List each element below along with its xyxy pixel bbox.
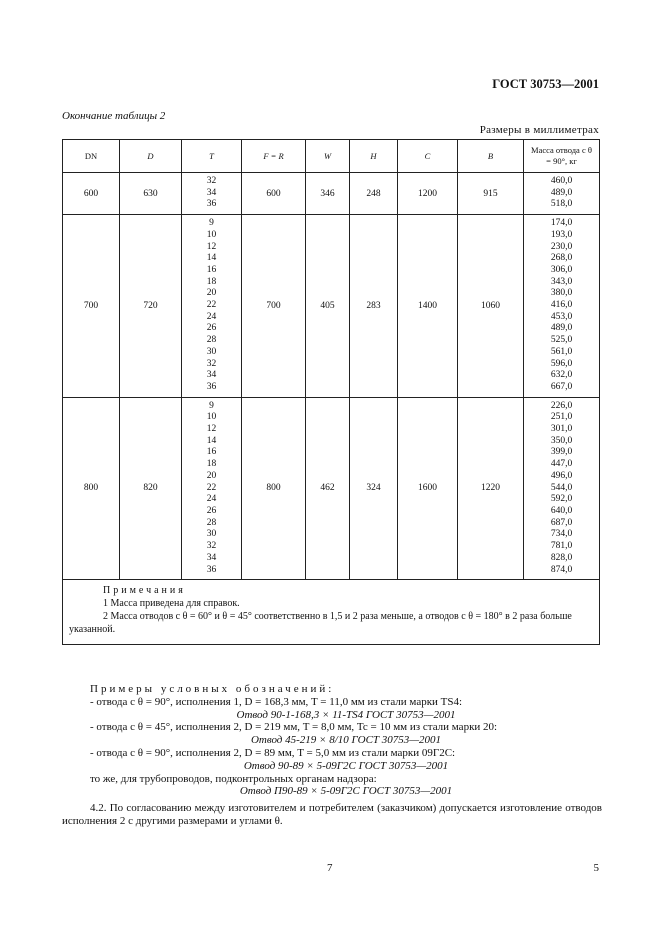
cell-t	[182, 215, 242, 398]
cell-c: 1200	[398, 173, 458, 215]
cell-t-value: 34	[206, 370, 217, 381]
cell-t-value: 12	[206, 241, 217, 252]
cell-mass-value: 489,0	[550, 187, 573, 198]
cell-mass-value: 496,0	[550, 470, 573, 481]
cell-h: 248	[350, 173, 398, 215]
cell-t-value: 36	[206, 199, 217, 210]
cell-t-value: 28	[206, 517, 217, 528]
example-2-code: Отвод 45-219 × 8/10 ГОСТ 30753—2001	[250, 734, 442, 747]
notes-row	[63, 580, 600, 645]
page-number-left: 7	[327, 862, 333, 874]
cell-dn: 800	[63, 397, 120, 580]
cell-mass-value: 230,0	[550, 241, 573, 252]
cell-mass	[524, 397, 600, 580]
cell-t-value: 14	[206, 435, 217, 446]
cell-h: 324	[350, 397, 398, 580]
table-header-row	[63, 140, 600, 173]
cell-t-value: 10	[206, 412, 217, 423]
cell-mass-value: 193,0	[550, 229, 573, 240]
col-h: H	[350, 140, 398, 173]
cell-c: 1600	[398, 397, 458, 580]
col-fr: F = R	[242, 140, 306, 173]
page-number-right: 5	[593, 862, 599, 874]
cell-mass-value: 350,0	[550, 435, 573, 446]
cell-t-value: 10	[206, 229, 217, 240]
cell-t-value: 16	[206, 264, 217, 275]
cell-mass-value: 268,0	[550, 253, 573, 264]
cell-mass-value: 453,0	[550, 311, 573, 322]
cell-mass-value: 416,0	[550, 300, 573, 311]
cell-t	[182, 173, 242, 215]
cell-t-value: 16	[206, 447, 217, 458]
cell-mass-value: 596,0	[550, 358, 573, 369]
cell-mass-value: 301,0	[550, 424, 573, 435]
cell-dn: 700	[63, 215, 120, 398]
cell-fr: 700	[242, 215, 306, 398]
cell-t-value: 24	[206, 311, 217, 322]
examples-block	[90, 683, 602, 798]
cell-mass	[524, 173, 600, 215]
cell-mass-value: 544,0	[550, 482, 573, 493]
examples-title: Примеры условных обозначений:	[90, 683, 335, 695]
cell-t-value: 24	[206, 494, 217, 505]
cell-t	[182, 397, 242, 580]
cell-t-value: 30	[206, 346, 217, 357]
cell-mass-value: 828,0	[550, 552, 573, 563]
cell-mass-value: 399,0	[550, 447, 573, 458]
cell-b: 1060	[458, 215, 524, 398]
cell-mass-value: 306,0	[550, 264, 573, 275]
cell-mass-value: 632,0	[550, 370, 573, 381]
cell-t-value: 20	[206, 288, 217, 299]
cell-h: 283	[350, 215, 398, 398]
cell-mass-value: 874,0	[550, 564, 573, 575]
cell-mass-value: 174,0	[550, 218, 573, 229]
table-notes	[63, 580, 600, 645]
col-dn: DN	[63, 140, 120, 173]
note-1: 1 Масса приведена для справок.	[103, 598, 240, 610]
cell-mass-value: 251,0	[550, 412, 573, 423]
cell-b: 1220	[458, 397, 524, 580]
cell-mass-value: 525,0	[550, 335, 573, 346]
cell-mass-value: 447,0	[550, 459, 573, 470]
cell-dn: 600	[63, 173, 120, 215]
table-caption: Окончание таблицы 2	[62, 110, 166, 122]
cell-mass-value: 460,0	[550, 176, 573, 186]
col-w: W	[306, 140, 350, 173]
cell-t-value: 36	[206, 564, 217, 575]
cell-t-value: 18	[206, 459, 217, 470]
paragraph-4-2: 4.2. По согласованию между изготовителем и потребителем (заказчиком) допускается изготовление отводов исполнения 2 с другими размерами и углами θ.	[62, 802, 602, 827]
cell-t-value: 22	[206, 482, 217, 493]
cell-t-value: 18	[206, 276, 217, 287]
cell-mass-value: 518,0	[550, 199, 573, 210]
cell-t-value: 36	[206, 381, 217, 392]
cell-w: 346	[306, 173, 350, 215]
cell-mass-value: 687,0	[550, 517, 573, 528]
cell-t-value: 34	[206, 187, 217, 198]
cell-t-value: 32	[206, 541, 217, 552]
col-d: D	[120, 140, 182, 173]
example-1-code: Отвод 90-1-168,3 × 11-TS4 ГОСТ 30753—2001	[236, 708, 456, 721]
cell-t-value: 12	[206, 424, 217, 435]
cell-t-value: 32	[206, 176, 217, 186]
col-c: C	[398, 140, 458, 173]
cell-t-value: 9	[209, 400, 214, 411]
notes-title: Примечания	[103, 585, 186, 597]
cell-fr: 600	[242, 173, 306, 215]
example-2-line: - отвода с θ = 45°, исполнения 2, D = 219 мм, T = 8,0 мм, Tc = 10 мм из стали марки 20:	[90, 721, 498, 734]
cell-t-value: 32	[206, 358, 217, 369]
cell-mass-value: 489,0	[550, 323, 573, 334]
col-t: T	[182, 140, 242, 173]
cell-mass-value: 640,0	[550, 505, 573, 516]
table-row	[63, 215, 600, 398]
example-4-code: Отвод П90-89 × 5-09Г2С ГОСТ 30753—2001	[239, 785, 453, 798]
units-note: Размеры в миллиметрах	[479, 124, 599, 136]
document-header: ГОСТ 30753—2001	[492, 77, 599, 91]
cell-d: 720	[120, 215, 182, 398]
cell-mass-value: 343,0	[550, 276, 573, 287]
cell-d: 630	[120, 173, 182, 215]
cell-mass-value: 667,0	[550, 381, 573, 392]
cell-mass-value: 592,0	[550, 494, 573, 505]
note-2: 2 Масса отводов с θ = 60° и θ = 45° соответственно в 1,5 и 2 раза меньше, а отводов с θ = 180° в 2 раза больше указанной.	[69, 611, 572, 636]
dimensions-table	[62, 139, 600, 645]
cell-t-value: 28	[206, 335, 217, 346]
cell-mass-value: 781,0	[550, 541, 573, 552]
cell-mass	[524, 215, 600, 398]
col-b: B	[458, 140, 524, 173]
cell-t-value: 26	[206, 505, 217, 516]
cell-b: 915	[458, 173, 524, 215]
cell-t-value: 9	[209, 218, 214, 229]
col-mass: Масса отвода с θ = 90°, кг	[524, 140, 600, 173]
cell-t-value: 22	[206, 300, 217, 311]
table-row	[63, 397, 600, 580]
cell-d: 820	[120, 397, 182, 580]
cell-t-value: 34	[206, 552, 217, 563]
cell-t-value: 14	[206, 253, 217, 264]
cell-mass-value: 734,0	[550, 529, 573, 540]
cell-mass-value: 561,0	[550, 346, 573, 357]
cell-c: 1400	[398, 215, 458, 398]
example-3-code: Отвод 90-89 × 5-09Г2С ГОСТ 30753—2001	[243, 759, 449, 772]
cell-fr: 800	[242, 397, 306, 580]
cell-t-value: 30	[206, 529, 217, 540]
cell-w: 405	[306, 215, 350, 398]
example-1-line: - отвода с θ = 90°, исполнения 1, D = 168,3 мм, T = 11,0 мм из стали марки TS4:	[90, 695, 463, 708]
example-4-line: то же, для трубопроводов, подконтрольных органам надзора:	[90, 772, 377, 785]
cell-mass-value: 226,0	[550, 400, 573, 411]
cell-mass-value: 380,0	[550, 288, 573, 299]
cell-t-value: 20	[206, 470, 217, 481]
table-row	[63, 173, 600, 215]
example-3-line: - отвода с θ = 90°, исполнения 2, D = 89 мм, T = 5,0 мм из стали марки 09Г2С:	[90, 746, 456, 759]
cell-w: 462	[306, 397, 350, 580]
cell-t-value: 26	[206, 323, 217, 334]
